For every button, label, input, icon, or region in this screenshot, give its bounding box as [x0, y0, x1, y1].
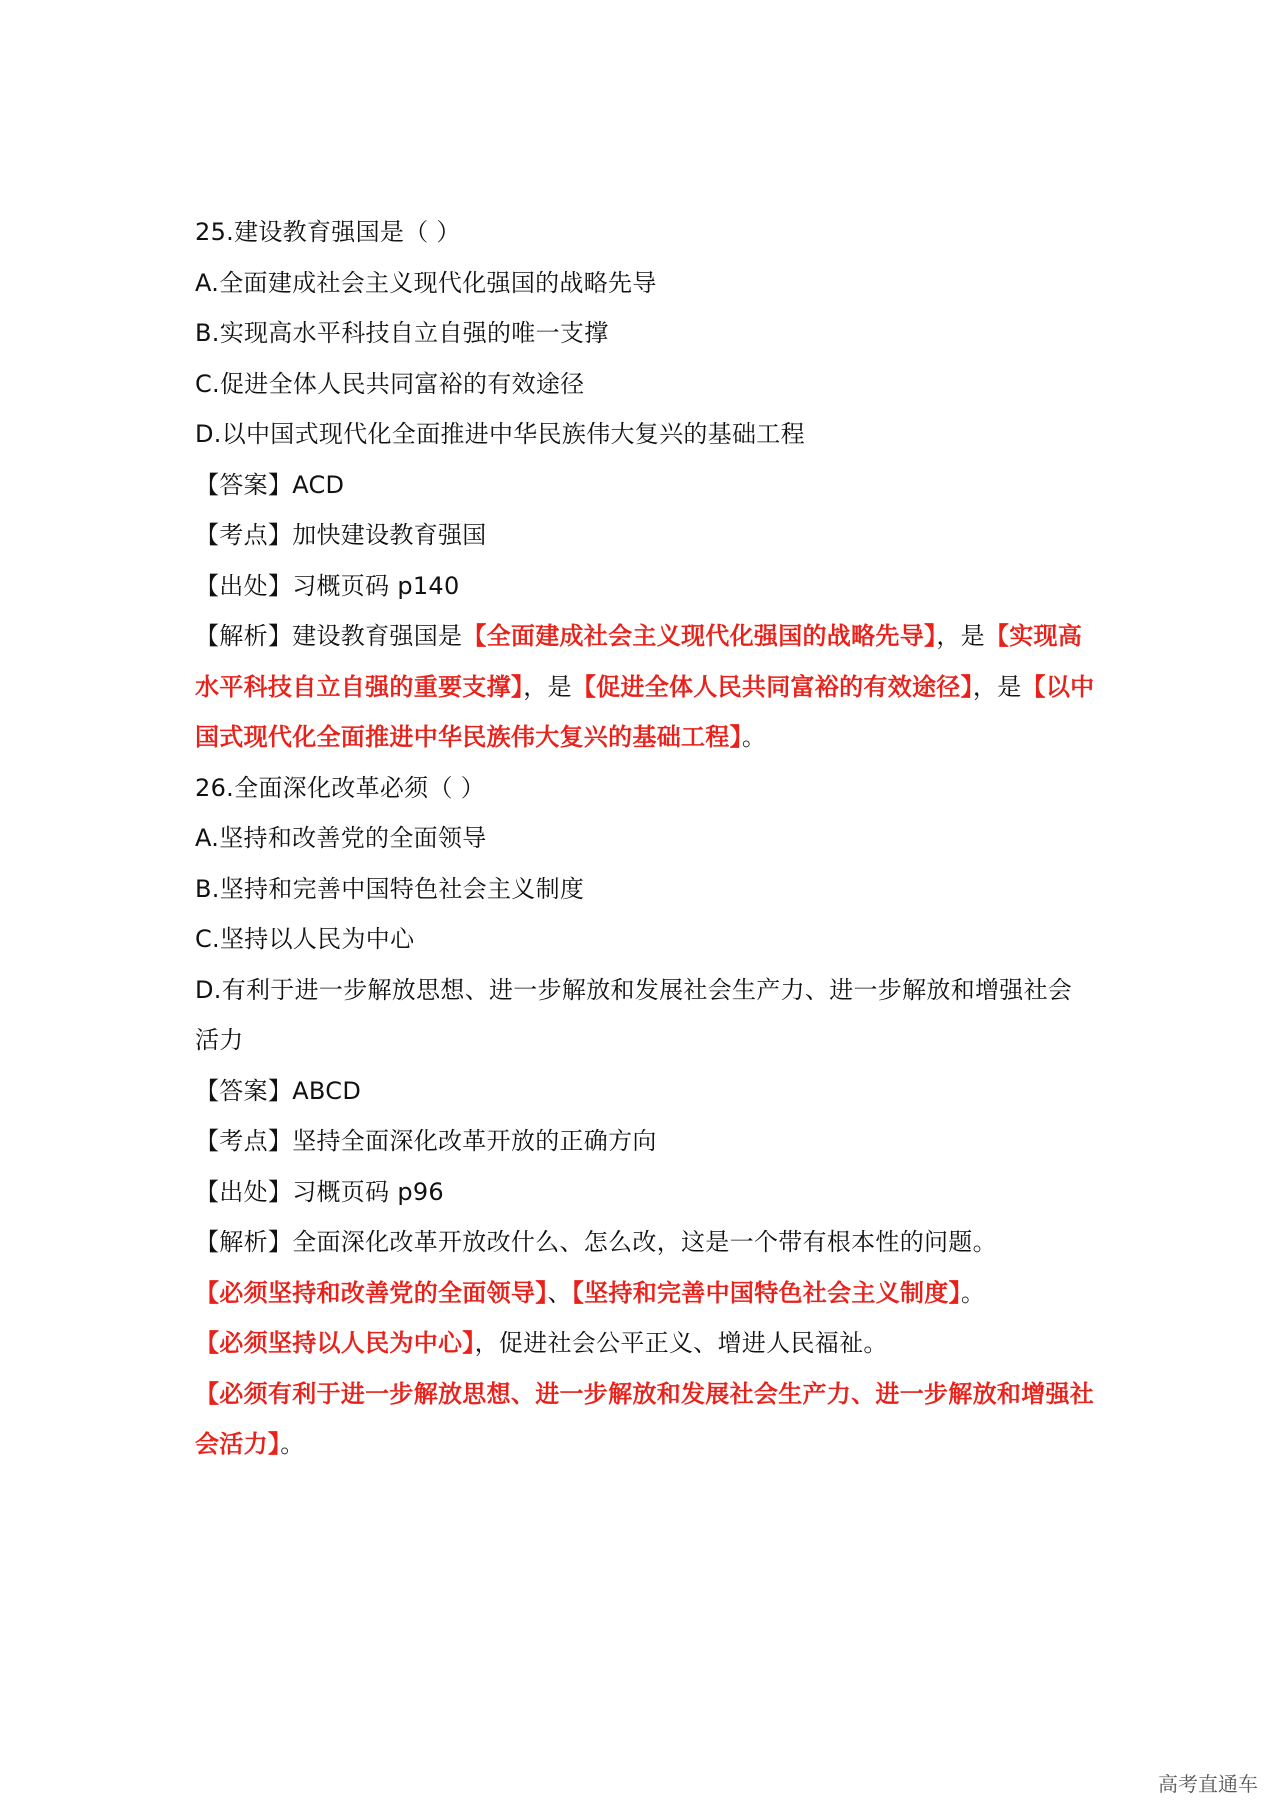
- q26-analysis-end-3: 。: [280, 1430, 305, 1458]
- document-page: [195, 207, 1095, 1470]
- q25-analysis-highlight-1: 【全面建成社会主义现代化强国的战略先导】: [462, 622, 937, 650]
- q26-answer: 【答案】ABCD: [195, 1076, 362, 1105]
- q25-option-a: A.全面建成社会主义现代化强国的战略先导: [195, 268, 657, 297]
- q25-analysis-sep-1: ，是: [936, 622, 985, 650]
- q26-analysis-sep-1: 、: [547, 1278, 572, 1307]
- q25-analysis-highlight-3: 【促进全体人民共同富裕的有效途径】: [571, 672, 973, 701]
- q25-analysis-sep-3: ，是: [972, 672, 1022, 701]
- q25-source: 【出处】习概页码 p140: [195, 571, 460, 600]
- q26-analysis-text-2: ，促进社会公平正义、增进人民福祉。: [474, 1329, 888, 1357]
- q26-source: 【出处】习概页码 p96: [195, 1177, 445, 1206]
- q25-analysis-sep-2: ，是: [523, 672, 572, 701]
- q26-option-b: B.坚持和完善中国特色社会主义制度: [195, 874, 585, 903]
- q25-analysis: [195, 611, 1095, 763]
- q26-analysis-highlight-1: 【必须坚持和改善党的全面领导】: [195, 1278, 548, 1307]
- q25-analysis-end: 。: [741, 723, 767, 751]
- q25-analysis-highlight-4: 【以中国式现代化全面推进中华民族伟大复兴的基础工程】: [195, 672, 1095, 751]
- q25-option-c: C.促进全体人民共同富裕的有效途径: [195, 369, 585, 398]
- watermark-text: 高考直通车: [1158, 1772, 1258, 1796]
- q25-analysis-highlight-2: 【实现高水平科技自立自强的重要支撑】: [195, 622, 1083, 701]
- q25-point: 【考点】加快建设教育强国: [195, 521, 487, 549]
- q26-analysis-end-1: 。: [960, 1278, 986, 1307]
- q26-analysis-highlight-2: 【坚持和完善中国特色社会主义制度】: [571, 1278, 961, 1307]
- q25-option-b: B.实现高水平科技自立自强的唯一支撑: [195, 319, 609, 347]
- q26-option-c: C.坚持以人民为中心: [195, 925, 415, 953]
- q26-stem: 26.全面深化改革必须（ ）: [195, 773, 485, 802]
- q26-option-d: D.有利于进一步解放思想、进一步解放和发展社会生产力、进一步解放和增强社会活力: [195, 975, 1073, 1054]
- q26-analysis-line-1: [195, 1268, 1095, 1319]
- q26-analysis-lead: 【解析】全面深化改革开放改什么、怎么改，这是一个带有根本性的问题。: [195, 1228, 997, 1256]
- q26-option-a: A.坚持和改善党的全面领导: [195, 824, 487, 852]
- q26-analysis-line-2: [195, 1318, 1095, 1369]
- q25-stem: 25.建设教育强国是（ ）: [195, 218, 461, 246]
- q26-analysis-highlight-3: 【必须坚持以人民为中心】: [195, 1329, 475, 1357]
- q26-analysis-line-3: [195, 1369, 1095, 1470]
- q25-answer: 【答案】ACD: [195, 470, 345, 499]
- q25-analysis-lead: 【解析】建设教育强国是: [195, 622, 463, 650]
- q25-option-d: D.以中国式现代化全面推进中华民族伟大复兴的基础工程: [195, 420, 805, 448]
- q26-point: 【考点】坚持全面深化改革开放的正确方向: [195, 1127, 657, 1155]
- q26-analysis-highlight-4: 【必须有利于进一步解放思想、进一步解放和发展社会生产力、进一步解放和增强社会活力】: [195, 1379, 1095, 1458]
